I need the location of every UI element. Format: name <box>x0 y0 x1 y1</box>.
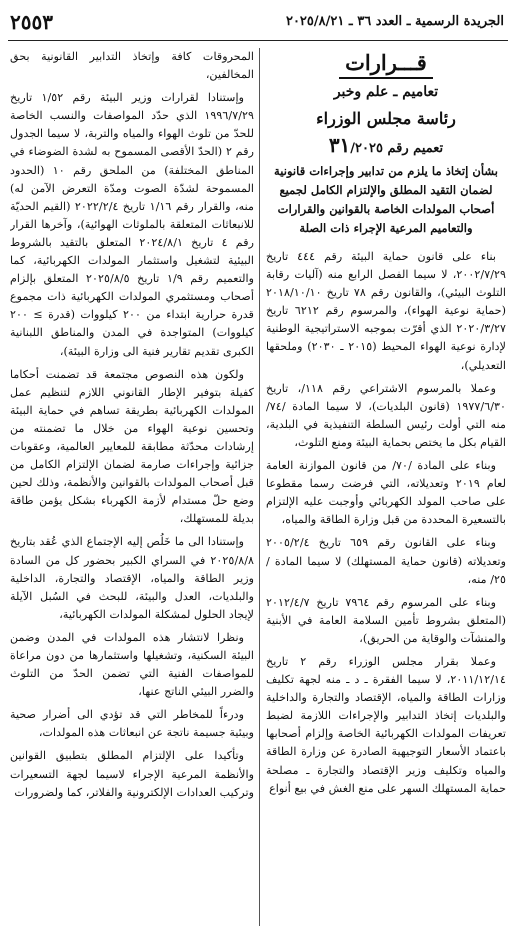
column-divider <box>259 48 260 926</box>
paragraph: وبناء على المادة /٧٠/ من قانون الموازنة العامة لعام ٢٠١٩ وتعديلاته، التي فرضت رسما مقطوعا على صاحب المولد الكهربائي وأوجبت عليه الإلتزام بالتسعيرة المحددة من قبل وزارة الطاقة والمياه، <box>266 459 506 527</box>
issuer-line: تعاميم ـ علم وخبر <box>333 84 439 100</box>
circular-subject: بشأن إتخاذ ما يلزم من تدابير وإجراءات قانونية لضمان التقيد المطلق والإلتزام الكامل لجميع أصحاب المولدات الخاصة بالقوانين والقرارات والتعاميم المرعية الإجراء ذات الصلة <box>274 164 498 235</box>
paragraph: ولكون هذه النصوص مجتمعة قد تضمنت أحكاما كفيلة بتوفير الإطار القانوني اللازم لتنظيم عمل المولدات الكهربائية بطريقة تساهم في حماية البيئة وتحسين نوعية الهواء من خلال ما تضمنته من إرشادات محدّثة مطابقة للمعايير العالمية، وعقوبات جزائية وإجراءات صارمة لضمان الإلتزام الكامل من قبل أصحاب المولدات بالقوانين والأنظمة، وذلك لحين وضع حلّ مستدام لأزمة الكهرباء بشكل يؤمن طاقة بديلة للمستهلك، <box>10 367 254 526</box>
circular-number: ٣١ <box>328 133 351 157</box>
circular-prefix: تعميم رقم <box>387 141 444 156</box>
paragraph: وإستنادا الى ما خَلُص إليه الإجتماع الذي عُقد بتاريخ ٢٠٢٥/٨/٨ في السراي الكبير بحضور كل من السادة وزير الطاقة والمياه، الإقتصاد والتجارة، الداخلية والبلديات، العدل والبيئة، للبحث في السُبل الآيلة لإيجاد الحلول لمشكلة المولدات الكهربائية، <box>10 535 254 621</box>
paragraph: وإستنادا لقرارات وزير البيئة رقم ١/٥٢ تاريخ ١٩٩٦/٧/٢٩ الذي حدّد المواصفات والنسب الخاصة للحدّ من تلوث الهواء والمياه والتربة، لا سيما الجدول رقم ٢ (الحدّ الأقصى المسموح به لشدة الضوضاء في المناطق المختلفة) من الملحق رقم ١٠ (الحدود المسموحة لشدّة الصوت ومدّة التعرض الآمن له) منه، والقرار رقم ١/١٦ تاريخ ٢٠٢٢/٢/٤ (القيم الحديّة للانبعاثات المتعلقة بالملوثات الهوائية)، وآخرها القرار رقم ٤ تاريخ ٢٠٢٤/٨/١ المتعلق بالتقيد بالشروط البيئية لتشغيل واستثمار المولدات الكهربائية، كما والتعميم رقم ١/٩ تاريخ ٢٠٢٥/٨/٥ المتعلق بإلزام أصحاب ومستثمري المولدات الكهربائية ذات مجموع قدرة حرارية ابتداء من ٢٠٠ كيلووات (قدرة ≥ ٢٠٠ كيلووات) المتواجدة في المدن والمناطق اللبنانية الكبرى تقديم تقارير فنية الى وزارة البيئة)، <box>10 91 254 358</box>
paragraph: المحروقات كافة وإتخاذ التدابير القانونية بحق المخالفين، <box>10 50 254 82</box>
authority-name: رئاسة مجلس الوزراء <box>316 109 456 128</box>
paragraph: وبناء على القانون رقم ٦٥٩ تاريخ ٢٠٠٥/٢/٤ وتعديلاته (قانون حماية المستهلك) لا سيما المادة /٢٥/ منه، <box>266 536 506 586</box>
section-title <box>266 50 506 76</box>
gazette-title: الجريدة الرسمية ـ العدد ٣٦ ـ ٢٠٢٥/٨/٢١ <box>285 14 504 29</box>
right-column <box>266 48 506 928</box>
paragraph: بناء على قانون حماية البيئة رقم ٤٤٤ تاريخ ٢٠٠٢/٧/٢٩، لا سيما الفصل الرابع منه (آليات رقابة التلوث البيئي)، والقانون رقم ٧٨ تاريخ ٢٠١٨/١٠/١٠ (حماية نوعية الهواء)، والمرسوم رقم ٦٢١٢ تاريخ ٢٠٢٠/٣/٢٧ الذي أقرّت بموجبه الاستراتيجية الوطنية لإدارة نوعية الهواء المحيط (٢٠١٥ ـ ٢٠٣٠) وملحقها التعديلي)، <box>266 250 506 372</box>
paragraph: وعملا بالمرسوم الاشتراعي رقم ١١٨/، تاريخ ١٩٧٧/٦/٣٠ (قانون البلديات)، لا سيما المادة /٧٤/ منه التي أولت رئيس السلطة التنفيذية في البلدية، القيام بكل ما يختص بحماية البيئة ومنع التلوث، <box>266 381 506 449</box>
paragraph: ودرءاً للمخاطر التي قد تؤدي الى أضرار صحية وبيئية جسيمة ناتجة عن انبعاثات هذه المولدات، <box>10 708 254 740</box>
page-number: ٢٥٥٣ <box>10 10 53 34</box>
paragraph: ونظرا لانتشار هذه المولدات في المدن وضمن البيئة السكنية، وتشغيلها واستثمارها من دون مراعاة للمواصفات الفنية التي تضمن الحدّ من التلوث والضرر البيئي الناتج عنها، <box>10 630 254 699</box>
circular-year: /٢٠٢٥ <box>350 141 383 156</box>
circular-number-line <box>266 135 506 159</box>
page-header <box>8 10 508 41</box>
paragraph: وعملا بقرار مجلس الوزراء رقم ٢ تاريخ ٢٠١١/١٢/١٤، لا سيما الفقرة ـ د ـ منه لجهة تكليف وزارات الطاقة والمياه، الإقتصاد والتجارة والداخلية والبلديات إتخاذ التدابير والإجراءات اللازمة لضبط تعريفات المولدات الكهربائية الخاصة وإلزام أصحابها باعتماد الأسعار التوجيهية الصادرة عن وزارة الطاقة والمياه وتكليف وزير الإقتصاد والتجارة ـ مصلحة حماية المستهلك السهر على منع الغش في بيع أنواع <box>266 654 506 795</box>
paragraph: وبناء على المرسوم رقم ٧٩٦٤ تاريخ ٢٠١٢/٤/٧ (المتعلق بشروط تأمين السلامة العامة في الأبنية والمنشآت والوقاية من الحريق)، <box>266 595 506 645</box>
paragraph: وتأكيدا على الإلتزام المطلق بتطبيق القوانين والأنظمة المرعية الإجراء لاسيما لجهة التسعيرات وتركيب العدادات الإلكترونية والفلاتر، كما ولضرورات <box>10 749 254 799</box>
left-column <box>10 48 254 928</box>
section-title-text: قـــرارات <box>339 50 433 79</box>
